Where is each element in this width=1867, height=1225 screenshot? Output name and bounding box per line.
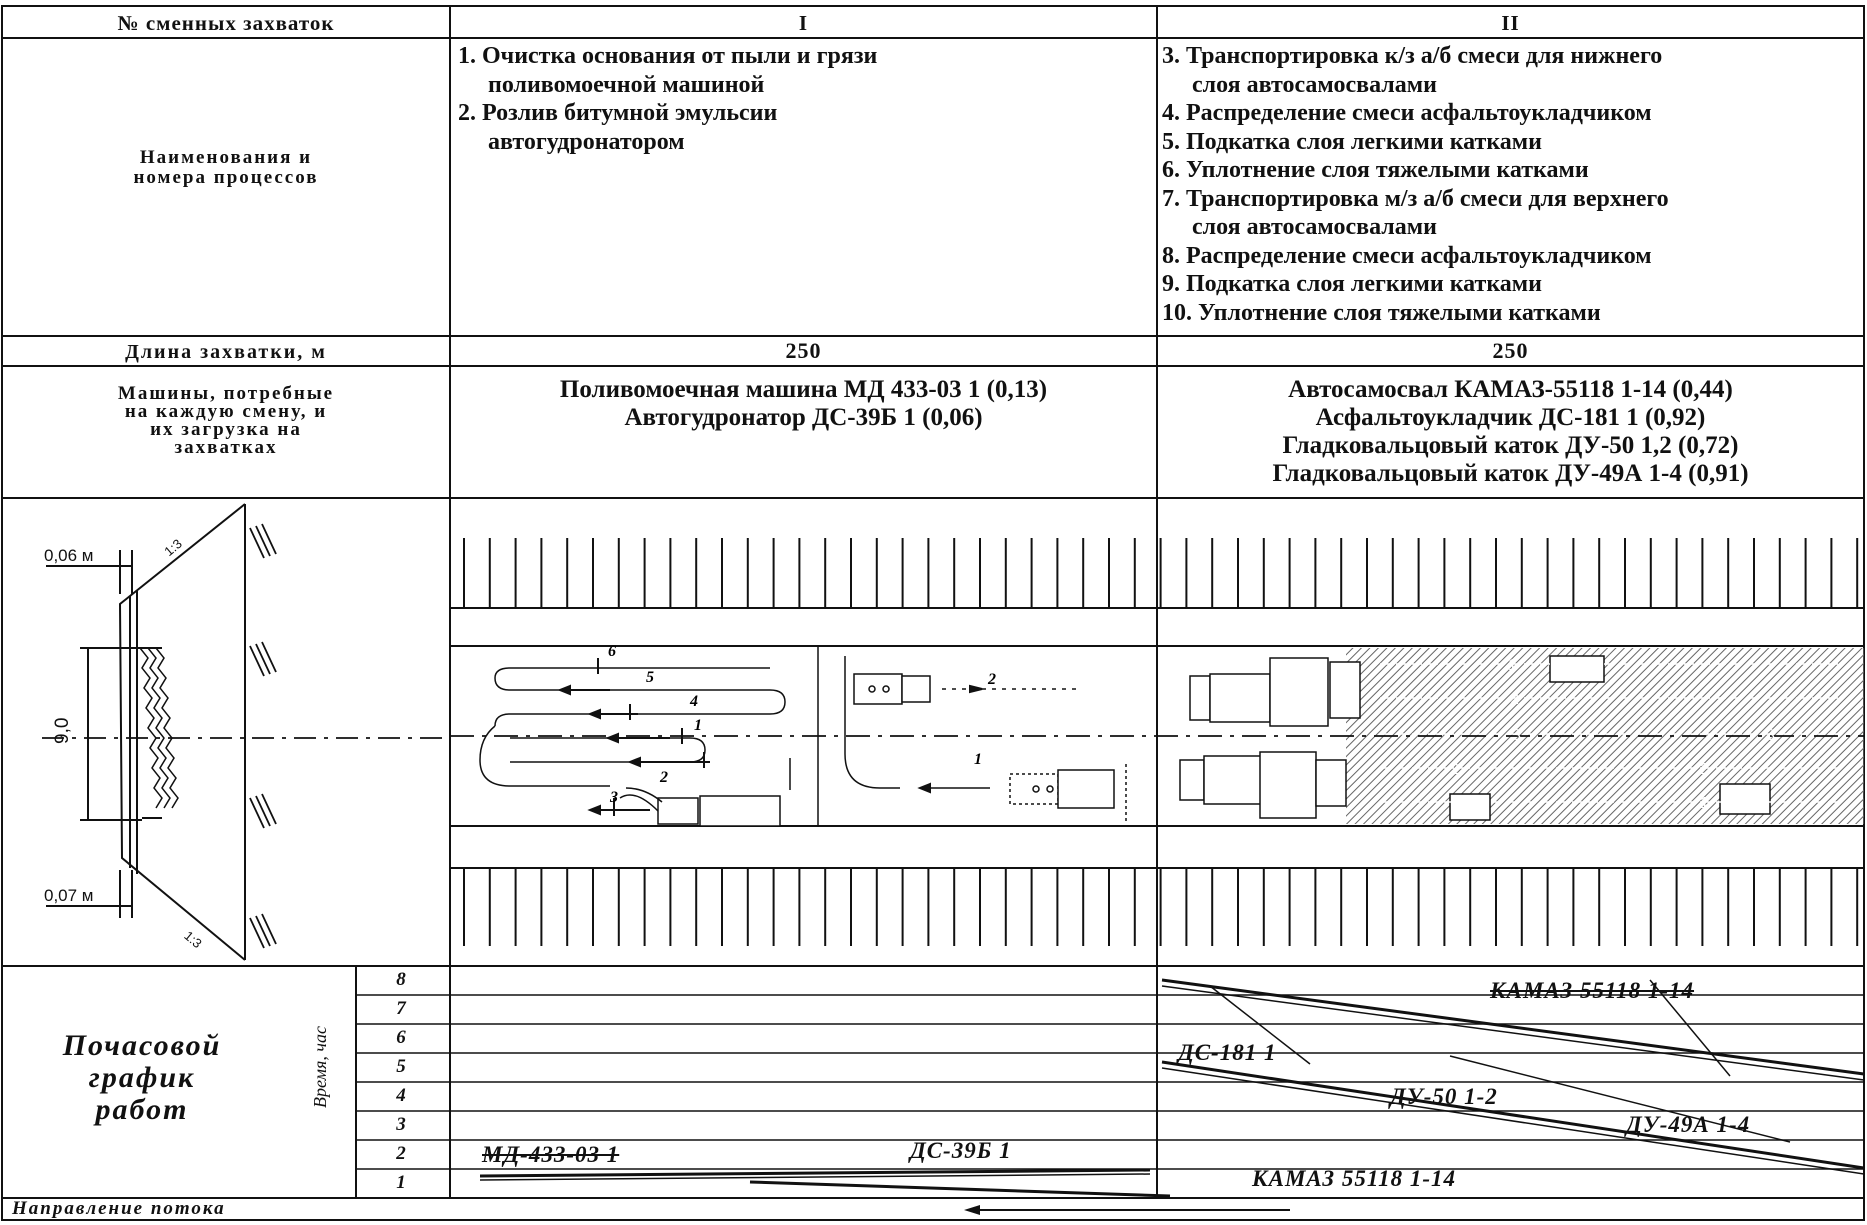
plan-process-number: 5: [646, 669, 654, 686]
plan-process-number: 3: [1512, 727, 1521, 744]
plan-process-number: 2: [1510, 691, 1519, 708]
du50-bar-label: ДУ-50 1-2: [1390, 1084, 1498, 1109]
hour-number: 5: [396, 1056, 406, 1077]
process-item: автогудронатором: [488, 128, 685, 155]
hour-number: 6: [396, 1027, 406, 1048]
process-item: 7. Транспортировка м/з а/б смеси для верхнего: [1162, 185, 1669, 212]
header-col1: I: [798, 11, 809, 35]
process-item: 9. Подкатка слоя легкими катками: [1162, 271, 1542, 297]
process-item: 4. Распределение смеси асфальтоукладчиком: [1162, 100, 1652, 126]
length-label: Длина захватки, м: [125, 341, 327, 363]
plan-process-number: 1: [694, 717, 702, 734]
flow-direction-arrow: [960, 1200, 1300, 1220]
processes-label: [2, 148, 450, 188]
length-col1: 250: [785, 338, 822, 363]
process-item: 1. Очистка основания от пыли и грязи: [458, 43, 878, 69]
slope-bottom-label: 1:3: [181, 927, 205, 952]
machine-item: Автосамосвал КАМАЗ-55118 1-14 (0,44): [1288, 376, 1733, 403]
width-label: 9,0: [52, 717, 73, 744]
ds181-bar-label: ДС-181 1: [1178, 1040, 1277, 1065]
plan-process-number: 1: [1508, 657, 1517, 674]
bottom-thickness-label: 0,07 м: [44, 886, 94, 905]
process-item: 5. Подкатка слоя легкими катками: [1162, 128, 1542, 155]
machine-item: Поливомоечная машина МД 433-03 1 (0,13): [559, 376, 1048, 403]
process-item: 8. Распределение смеси асфальтоукладчиком: [1162, 242, 1652, 269]
processes-col1: [458, 42, 1148, 156]
process-item: слоя автосамосвалами: [1192, 214, 1437, 240]
machines-label: [2, 385, 450, 457]
machine-item: Гладковальцовый каток ДУ-50 1,2 (0,72): [1282, 432, 1739, 459]
plan-process-number: 2: [1700, 761, 1709, 778]
hour-number: 2: [396, 1143, 406, 1164]
time-axis-label: Время, час: [310, 1026, 330, 1108]
plan-process-number: 3: [610, 789, 618, 806]
plan-process-number: 2: [988, 671, 996, 688]
processes-col2: [1162, 42, 1862, 327]
hour-number: 1: [396, 1172, 406, 1193]
plan-process-number: 1: [974, 751, 982, 768]
processes-label-line: номера процессов: [133, 167, 319, 188]
flow-direction-label: Направление потока: [12, 1198, 226, 1219]
machines-label-line: на каждую смену, и: [124, 401, 328, 422]
hour-number: 4: [396, 1085, 406, 1106]
machine-item: Автогудронатор ДС-39Б 1 (0,06): [624, 404, 983, 431]
machines-col2: [1157, 376, 1864, 488]
schedule-label-line: график: [88, 1061, 196, 1094]
slope-top-label: 1:3: [161, 535, 185, 560]
process-item: 2. Розлив битумной эмульсии: [458, 100, 778, 126]
machines-label-line: захватках: [174, 437, 278, 458]
header-col2: II: [1501, 11, 1520, 35]
plan-view: [450, 498, 1864, 966]
process-item: 10. Уплотнение слоя тяжелыми катками: [1162, 299, 1601, 326]
plan-process-number: 2: [660, 769, 668, 786]
machine-item: Асфальтоукладчик ДС-181 1 (0,92): [1315, 404, 1706, 431]
hour-number: 8: [396, 969, 406, 990]
plan-process-number: 1: [1700, 795, 1709, 812]
process-item: 6. Уплотнение слоя тяжелыми катками: [1162, 157, 1589, 183]
plan-process-number: 1: [1450, 795, 1459, 812]
hour-number: 3: [396, 1114, 406, 1135]
process-item: слоя автосамосвалами: [1192, 71, 1437, 98]
md-433-bar-label: МД-433-03 1: [482, 1142, 620, 1167]
hour-number: 7: [396, 998, 406, 1019]
process-item: 3. Транспортировка к/з а/б смеси для нижнего: [1162, 43, 1663, 69]
plan-process-number: 2: [1450, 761, 1459, 778]
kamaz-bottom-bar-label: КАМАЗ 55118 1-14: [1252, 1166, 1457, 1191]
plan-process-number: 6: [608, 643, 616, 660]
plan-process-number: 3: [1766, 727, 1775, 744]
machines-label-line: Машины, потребные: [117, 383, 335, 404]
ds39-bar-label: ДС-39Б 1: [910, 1138, 1012, 1163]
schedule-label: [2, 1030, 282, 1126]
du49-bar-label: ДУ-49А 1-4: [1626, 1112, 1751, 1137]
top-thickness-label: 0,06 м: [44, 546, 94, 565]
machine-item: Гладковальцовый каток ДУ-49А 1-4 (0,91): [1272, 460, 1749, 487]
schedule-label-line: Почасовой: [62, 1029, 222, 1062]
kamaz-top-bar-label: КАМАЗ 55118 1-14: [1490, 978, 1695, 1003]
length-col2: 250: [1492, 338, 1529, 363]
schedule-label-line: работ: [95, 1093, 189, 1126]
plan-process-number: 4: [690, 693, 698, 710]
header-col0: № сменных захваток: [117, 11, 335, 35]
machines-label-line: их загрузка на: [150, 419, 302, 440]
process-item: поливомоечной машиной: [488, 71, 765, 98]
processes-label-line: Наименования и: [139, 147, 313, 168]
machines-col1: [450, 376, 1157, 432]
